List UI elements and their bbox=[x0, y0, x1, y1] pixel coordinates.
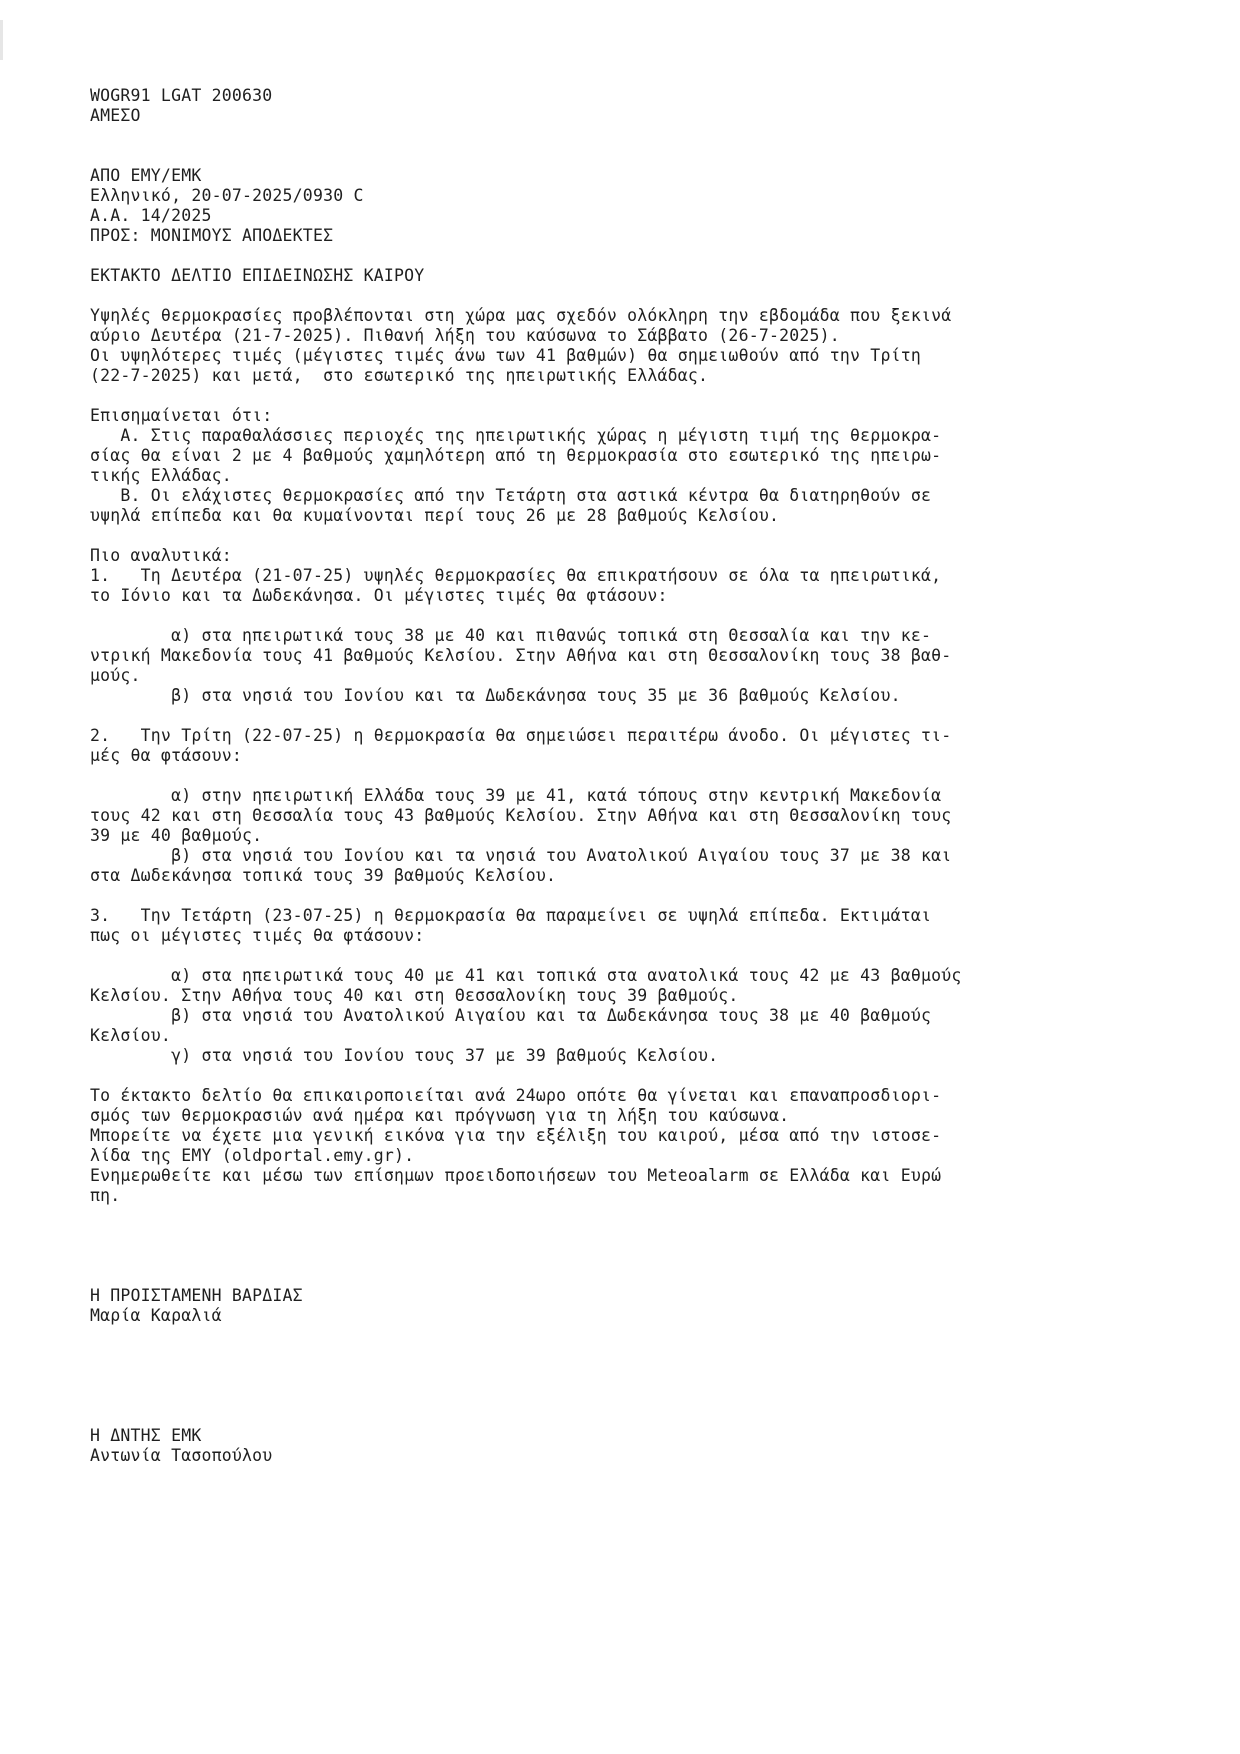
day-item-line: 39 με 40 βαθμούς. bbox=[90, 826, 263, 845]
intro-line: (22-7-2025) και μετά, στο εσωτερικό της ηπειρωτικής Ελλάδας. bbox=[90, 366, 709, 385]
details-section bbox=[90, 546, 1170, 1066]
signature-role: Η ΠΡΟΙΣΤΑΜΕΝΗ ΒΑΡΔΙΑΣ bbox=[90, 1286, 303, 1305]
day-item-line: β) στα νησιά του Ανατολικού Αιγαίου και τα Δωδεκάνησα τους 38 με 40 βαθμούς bbox=[90, 1006, 932, 1025]
closing-line: σμός των θερμοκρασιών ανά ημέρα και πρόγνωση για τη λήξη του καύσωνα. bbox=[90, 1106, 790, 1125]
message-code: WOGR91 LGAT 200630 bbox=[90, 86, 273, 105]
note-line: τικής Ελλάδας. bbox=[90, 466, 232, 485]
sender-block bbox=[90, 166, 1170, 246]
note-line: σίας θα είναι 2 με 4 βαθμούς χαμηλότερη από τη θερμοκρασία στο εσωτερικό της ηπειρω- bbox=[90, 446, 942, 465]
intro-line: Οι υψηλότερες τιμές (μέγιστες τιμές άνω των 41 βαθμών) θα σημειωθούν από την Τρίτη bbox=[90, 346, 921, 365]
day-item-line: α) στα ηπειρωτικά τους 38 με 40 και πιθανώς τοπικά στη Θεσσαλία και την κε- bbox=[90, 626, 932, 645]
signature-role: Η ΔΝΤΗΣ ΕΜΚ bbox=[90, 1426, 202, 1445]
day-item-line: γ) στα νησιά του Ιονίου τους 37 με 39 βαθμούς Κελσίου. bbox=[90, 1046, 719, 1065]
note-line: Β. Οι ελάχιστες θερμοκρασίες από την Τετάρτη στα αστικά κέντρα θα διατηρηθούν σε bbox=[90, 486, 932, 505]
bulletin-title: ΕΚΤΑΚΤΟ ΔΕΛΤΙΟ ΕΠΙΔΕΙΝΩΣΗΣ ΚΑΙΡΟΥ bbox=[90, 266, 425, 285]
notes-heading: Επισημαίνεται ότι: bbox=[90, 406, 273, 425]
priority-label: ΑΜΕΣΟ bbox=[90, 106, 141, 125]
day-item-line: Κελσίου. bbox=[90, 1026, 172, 1045]
signature-name: Μαρία Καραλιά bbox=[90, 1306, 222, 1325]
note-line: Α. Στις παραθαλάσσιες περιοχές της ηπειρωτικής χώρας η μέγιστη τιμή της θερμοκρα- bbox=[90, 426, 942, 445]
day-item-line: ντρική Μακεδονία τους 41 βαθμούς Κελσίου. Στην Αθήνα και στη Θεσσαλονίκη τους 38 βαθ- bbox=[90, 646, 952, 665]
signature-name: Αντωνία Τασοπούλου bbox=[90, 1446, 273, 1465]
closing-paragraph bbox=[90, 1086, 1170, 1206]
day-item-line: μούς. bbox=[90, 666, 141, 685]
day-item-line: στα Δωδεκάνησα τοπικά τους 39 βαθμούς Κελσίου. bbox=[90, 866, 557, 885]
closing-line: λίδα της ΕΜΥ (oldportal.emy.gr). bbox=[90, 1146, 415, 1165]
signature-block-2 bbox=[90, 1426, 1170, 1466]
day-item-line: τους 42 και στη Θεσσαλία τους 43 βαθμούς Κελσίου. Στην Αθήνα και στη Θεσσαλονίκη τους bbox=[90, 806, 952, 825]
intro-line: αύριο Δευτέρα (21-7-2025). Πιθανή λήξη του καύσωνα το Σάββατο (26-7-2025). bbox=[90, 326, 840, 345]
recipients: ΠΡΟΣ: ΜΟΝΙΜΟΥΣ ΑΠΟΔΕΚΤΕΣ bbox=[90, 226, 334, 245]
reference-number: Α.Α. 14/2025 bbox=[90, 206, 212, 225]
scan-edge-mark bbox=[0, 20, 3, 60]
forecast-day-2 bbox=[90, 726, 1170, 886]
intro-line: Υψηλές θερμοκρασίες προβλέπονται στη χώρα μας σχεδόν ολόκληρη την εβδομάδα που ξεκινά bbox=[90, 306, 952, 325]
message-header bbox=[90, 86, 1170, 126]
day-item-line: α) στα ηπειρωτικά τους 40 με 41 και τοπικά στα ανατολικά τους 42 με 43 βαθμούς bbox=[90, 966, 962, 985]
signature-block-1 bbox=[90, 1286, 1170, 1326]
day-item-line: α) στην ηπειρωτική Ελλάδα τους 39 με 41, κατά τόπους στην κεντρική Μακεδονία bbox=[90, 786, 942, 805]
sender: ΑΠΟ ΕΜΥ/ΕΜΚ bbox=[90, 166, 202, 185]
intro-paragraph bbox=[90, 306, 1170, 386]
weather-bulletin-document bbox=[90, 86, 1170, 1466]
day-item-line: Κελσίου. Στην Αθήνα τους 40 και στη Θεσσαλονίκη τους 39 βαθμούς. bbox=[90, 986, 739, 1005]
day-line: 2. Την Τρίτη (22-07-25) η θερμοκρασία θα σημειώσει περαιτέρω άνοδο. Οι μέγιστες τι- bbox=[90, 726, 952, 745]
details-heading: Πιο αναλυτικά: bbox=[90, 546, 232, 565]
closing-line: Το έκτακτο δελτίο θα επικαιροποιείται ανά 24ωρο οπότε θα γίνεται και επαναπροσδιορι- bbox=[90, 1086, 942, 1105]
day-line: 1. Τη Δευτέρα (21-07-25) υψηλές θερμοκρασίες θα επικρατήσουν σε όλα τα ηπειρωτικά, bbox=[90, 566, 942, 585]
day-line: 3. Την Τετάρτη (23-07-25) η θερμοκρασία θα παραμείνει σε υψηλά επίπεδα. Εκτιμάται bbox=[90, 906, 932, 925]
closing-line: Ενημερωθείτε και μέσω των επίσημων προειδοποιήσεων του Meteoalarm σε Ελλάδα και Ευρώ bbox=[90, 1166, 942, 1185]
forecast-day-3 bbox=[90, 906, 1170, 1066]
day-line: πως οι μέγιστες τιμές θα φτάσουν: bbox=[90, 926, 425, 945]
day-line: μές θα φτάσουν: bbox=[90, 746, 243, 765]
day-line: το Ιόνιο και τα Δωδεκάνησα. Οι μέγιστες τιμές θα φτάσουν: bbox=[90, 586, 668, 605]
notes-section bbox=[90, 406, 1170, 526]
closing-line: πη. bbox=[90, 1186, 121, 1205]
closing-line: Μπορείτε να έχετε μια γενική εικόνα για την εξέλιξη του καιρού, μέσα από την ιστοσε- bbox=[90, 1126, 942, 1145]
note-line: υψηλά επίπεδα και θα κυμαίνονται περί τους 26 με 28 βαθμούς Κελσίου. bbox=[90, 506, 780, 525]
day-item-line: β) στα νησιά του Ιονίου και τα νησιά του Ανατολικού Αιγαίου τους 37 με 38 και bbox=[90, 846, 952, 865]
place-date: Ελληνικό, 20-07-2025/0930 C bbox=[90, 186, 364, 205]
day-item-line: β) στα νησιά του Ιονίου και τα Δωδεκάνησα τους 35 με 36 βαθμούς Κελσίου. bbox=[90, 686, 901, 705]
forecast-day-1 bbox=[90, 566, 1170, 706]
